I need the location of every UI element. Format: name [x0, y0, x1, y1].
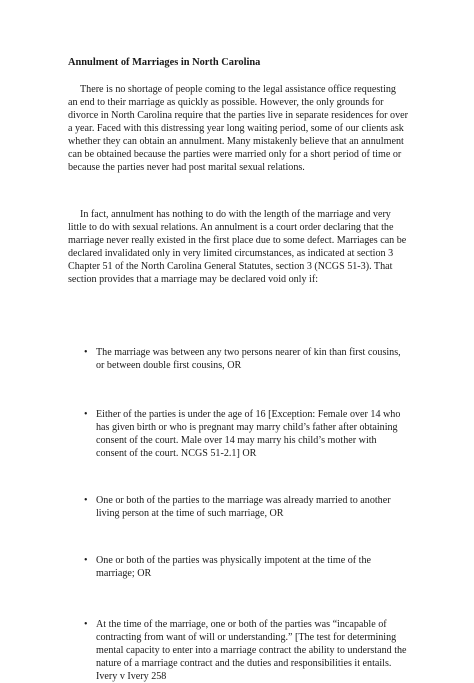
list-item-text: One or both of the parties was physically impotent at the time of the marriage; OR	[96, 555, 371, 579]
list-item-text: One or both of the parties to the marriage was already married to another living person at the time of such marriage, OR	[96, 495, 391, 519]
bullet-icon: •	[84, 619, 88, 630]
bullet-icon: •	[84, 347, 88, 358]
document-title: Annulment of Marriages in North Carolina	[68, 57, 261, 68]
list-item	[68, 618, 408, 683]
list-item	[68, 494, 408, 520]
bullet-icon: •	[84, 495, 88, 506]
list-item	[68, 346, 408, 372]
paragraph-definition: In fact, annulment has nothing to do with the length of the marriage and very little to do with sexual relations. An annulment is a court order declaring that the marriage never really existed in the first place due to some defect. Marriages can be declared invalidated only in very limited circumstances, as indicated at section 3 Chapter 51 of the North Carolina General Statutes, section 3 (NCGS 51-3). That section provides that a marriage may be declared void only if:	[68, 209, 407, 285]
list-item	[68, 554, 408, 580]
bullet-icon: •	[84, 409, 88, 420]
list-item-text: At the time of the marriage, one or both of the parties was “incapable of contracting from want of will or understanding.” [The test for determining mental capacity to enter into a marriage contract the ability to understand the nature of a marriage contract and the duties and responsibilities it entails. Ivery v Ivery 258	[96, 619, 407, 682]
paragraph-intro: There is no shortage of people coming to the legal assistance office requesting an end to their marriage as quickly as possible. However, the only grounds for divorce in North Carolina require that the parties live in separate residences for over a year. Faced with this distressing year long waiting period, some of our clients ask whether they can obtain an annulment. Many mistakenly believe that an annulment can be obtained because the parties were married only for a short period of time or because the parties never had post marital sexual relations.	[68, 84, 408, 173]
list-item-text: Either of the parties is under the age of 16 [Exception: Female over 14 who has given birth or who is pregnant may marry child’s father after obtaining consent of the court. Male over 14 may marry his child’s mother with consent of the court. NCGS 51-2.1] OR	[96, 409, 401, 459]
void-conditions-list	[68, 346, 408, 683]
bullet-icon: •	[84, 555, 88, 566]
document-body	[68, 56, 408, 683]
list-item	[68, 408, 408, 460]
list-item-text: The marriage was between any two persons nearer of kin than first cousins, or between double first cousins, OR	[96, 347, 401, 371]
